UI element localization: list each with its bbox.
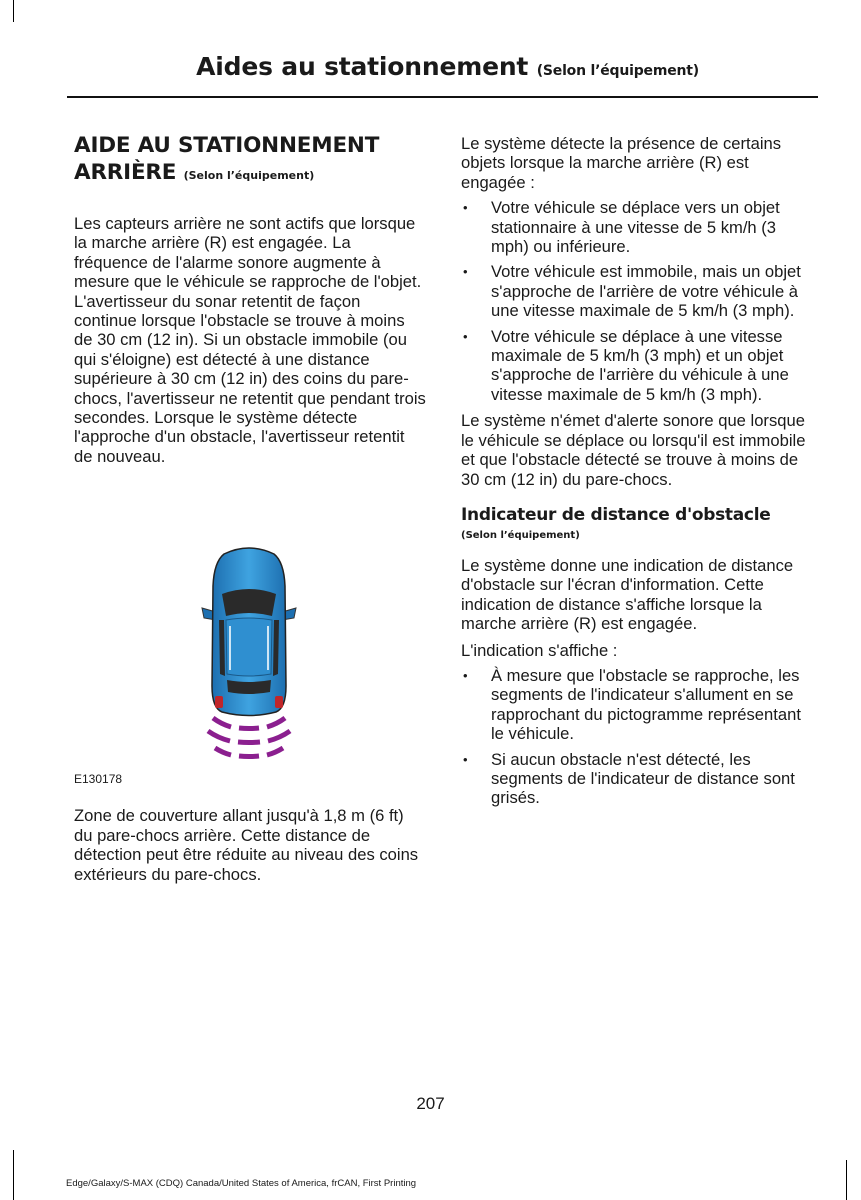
car-roof — [226, 618, 272, 676]
page-header-title — [196, 52, 699, 81]
list-item-text: Si aucun obstacle n'est détecté, les segments de l'indicateur de distance sont grisés. — [491, 749, 795, 808]
sensor-description-paragraph: Les capteurs arrière ne sont actifs que lorsque la marche arrière (R) est engagée. La fréquence de l'alarme sonore augmente à mesure que le véhicule se rapproche de l'objet. L'avertisseur du sonar retentit de façon continue lorsque l'obstacle se trouve à moins de 30 cm (12 in). Si un obstacle immobile (ou qui s'éloigne) est détecté à une distance supérieure à 30 cm (12 in) des coins du pare-chocs, l'avertisseur ne retentit que pendant trois secondes. Lorsque le système détecte l'approche d'un obstacle, l'avertisseur retentit de nouveau. — [74, 214, 426, 466]
list-item — [461, 198, 813, 256]
section-heading — [74, 132, 426, 189]
side-window-left — [219, 620, 225, 676]
bullet-dot: • — [463, 667, 468, 683]
section-heading-line2 — [74, 159, 426, 189]
tail-light-right — [275, 696, 283, 708]
bullet-dot: • — [463, 328, 468, 344]
list-item-text: À mesure que l'obstacle se rapproche, les segments de l'indicateur s'allument en se rapprochant du pictogramme représentant le véhicule. — [491, 665, 801, 744]
windshield — [222, 589, 276, 616]
bullet-dot: • — [463, 264, 468, 280]
crop-mark-top-left — [13, 0, 14, 22]
header-qualifier: (Selon l’équipement) — [536, 63, 699, 79]
footer-printing-info: Edge/Galaxy/S-MAX (CDQ) Canada/United States of America, frCAN, First Printing — [66, 1178, 417, 1189]
list-item — [461, 666, 813, 744]
page-number: 207 — [416, 1094, 445, 1113]
bullet-dot: • — [463, 751, 468, 767]
sensor-arc-3-right — [267, 748, 283, 755]
sensor-arc-1-mid — [239, 728, 259, 729]
right-column — [461, 134, 813, 808]
indicator-display-list — [461, 666, 813, 808]
figure-id: E130178 — [74, 772, 123, 787]
rear-window — [227, 680, 271, 694]
side-window-right — [273, 620, 279, 676]
subsection-qualifier: (Selon l’équipement) — [461, 529, 580, 541]
crop-mark-bottom-right — [846, 1160, 847, 1200]
indicator-description-paragraph: Le système donne une indication de distance d'obstacle sur l'écran d'information. Cette indication de distance s'affiche lorsque la marche arrière (R) est engagée. — [461, 555, 794, 634]
list-item-text: Votre véhicule est immobile, mais un objet s'approche de l'arrière de votre véhicule à une vitesse maximale de 5 km/h (3 mph). — [491, 262, 801, 321]
crop-mark-bottom-left — [13, 1150, 14, 1200]
indicator-display-intro: L'indication s'affiche : — [461, 640, 618, 660]
sensor-arc-1-left — [213, 718, 231, 727]
list-item — [461, 262, 813, 320]
coverage-zone-paragraph: Zone de couverture allant jusqu'à 1,8 m (6 ft) du pare-chocs arrière. Cette distance de détection peut être réduite au niveau des coins extérieurs du pare-chocs. — [74, 806, 419, 884]
sensor-arcs — [208, 718, 290, 757]
car-top-view-illustration — [74, 536, 426, 786]
section-heading-line1: AIDE AU STATIONNEMENT — [74, 133, 380, 158]
list-item-text: Votre véhicule se déplace vers un objet stationnaire à une vitesse de 5 km/h (3 mph) ou inférieure. — [491, 198, 780, 257]
header-rule — [67, 96, 818, 98]
sensor-arc-2-mid — [238, 742, 260, 743]
alert-condition-paragraph: Le système n'émet d'alerte sonore que lorsque le véhicule se déplace ou lorsqu'il est immobile et que l'obstacle détecté se trouve à moins de 30 cm (12 in) du pare-chocs. — [461, 411, 806, 489]
left-column — [74, 132, 426, 884]
list-item — [461, 327, 813, 405]
list-item-text: Votre véhicule se déplace à une vitesse maximale de 5 km/h (3 mph) et un objet s'approche de l'arrière du véhicule à une vitesse maximale de 5 km/h (3 mph). — [491, 326, 789, 404]
sensor-arc-2-left — [208, 731, 230, 741]
sensor-arc-1-right — [267, 718, 285, 727]
tail-light-left — [215, 696, 223, 708]
section-heading-word: ARRIÈRE — [74, 160, 177, 185]
bullet-dot: • — [463, 200, 468, 216]
header-title-text: Aides au stationnement — [196, 52, 529, 81]
sensor-arc-3-left — [215, 748, 231, 755]
parking-sensor-figure — [74, 536, 426, 786]
list-item — [461, 750, 813, 808]
detection-conditions-list — [461, 198, 813, 404]
subsection-heading: Indicateur de distance d'obstacle — [461, 504, 771, 525]
detection-intro-paragraph: Le système détecte la présence de certains objets lorsque la marche arrière (R) est engagée : — [461, 134, 782, 192]
section-heading-qualifier: (Selon l’équipement) — [183, 169, 315, 182]
sensor-arc-3-mid — [239, 756, 259, 757]
sensor-arc-2-right — [268, 731, 290, 741]
